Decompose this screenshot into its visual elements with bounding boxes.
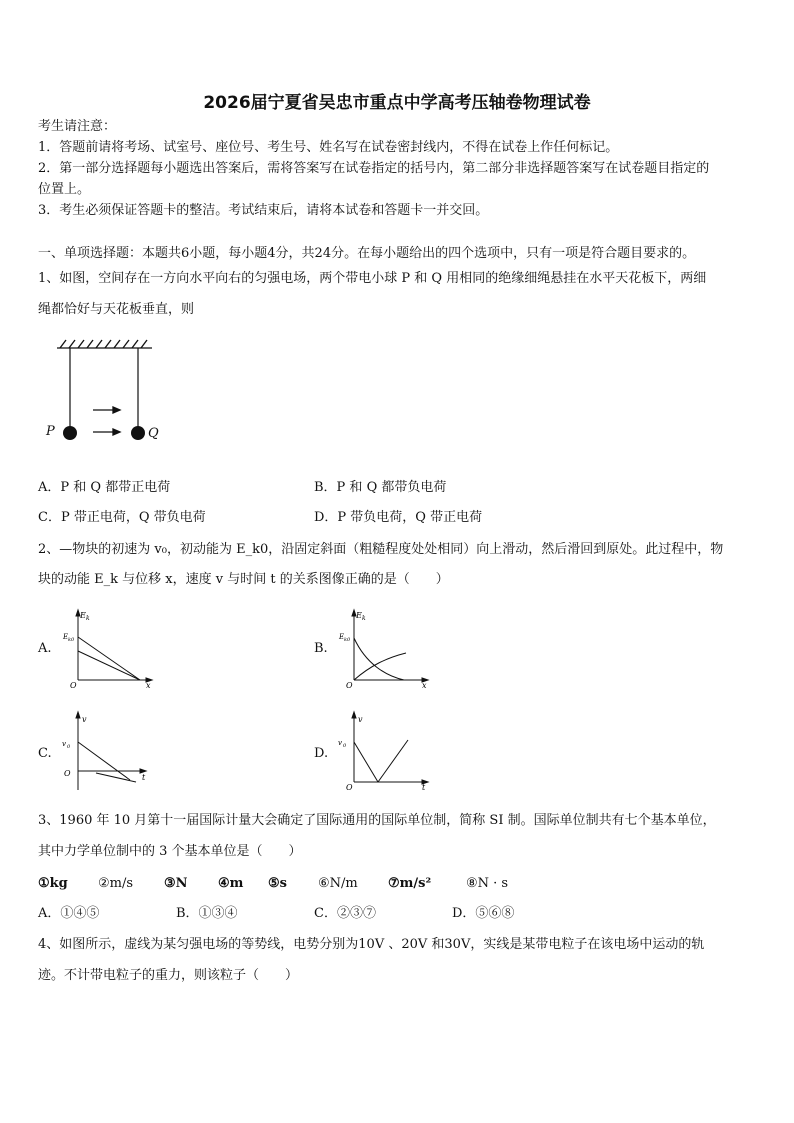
label-p: P xyxy=(46,424,55,439)
svg-text:k: k xyxy=(86,615,90,622)
q3-option-c: C．②③⑦ xyxy=(314,906,376,921)
q1-stem-line1: 1、如图，空间存在一方向水平向右的匀强电场，两个带电小球 P 和 Q 用相同的绝缘细绳悬挂在水平天花板下，两细 xyxy=(38,271,707,286)
q3-option-d: D．⑤⑥⑧ xyxy=(452,906,515,921)
svg-text:t: t xyxy=(142,773,146,782)
q2-option-d: D. xyxy=(314,746,329,761)
q3-option-a: A．①④⑤ xyxy=(38,906,100,921)
a-ek0-label: E xyxy=(63,633,69,641)
a-origin-label: O xyxy=(70,681,77,690)
q1-option-d: D．P 带负电荷，Q 带正电荷 xyxy=(314,510,483,525)
label-q: Q xyxy=(148,426,159,441)
notice-item-2-cont: 位置上。 xyxy=(38,182,91,197)
q3-unit-7: ⑦m/s² xyxy=(388,876,432,891)
q2-graph-c xyxy=(60,710,160,794)
page-title: 2026届宁夏省吴忠市重点中学高考压轴卷物理试卷 xyxy=(203,93,591,113)
svg-text:v: v xyxy=(358,715,363,724)
q3-unit-2: ②m/s xyxy=(98,876,134,891)
svg-text:x: x xyxy=(422,681,427,690)
q3-unit-3: ③N xyxy=(164,876,188,891)
q2-graph-b xyxy=(336,608,436,692)
q1-stem-line2: 绳都恰好与天花板垂直，则 xyxy=(38,302,195,317)
q4-stem-line1: 4、如图所示，虚线为某匀强电场的等势线，电势分别为10V 、20V 和30V，实线是某带电粒子在该电场中运动的轨 xyxy=(38,937,705,952)
q3-option-b: B．①③④ xyxy=(176,906,238,921)
notice-item-3: 3．考生必须保证答题卡的整洁。考试结束后，请将本试卷和答题卡一并交回。 xyxy=(38,203,489,218)
svg-text:v: v xyxy=(338,739,342,747)
svg-text:k0: k0 xyxy=(344,637,351,643)
q2-stem-line2: 块的动能 E_k 与位移 x，速度 v 与时间 t 的关系图像正确的是（ ） xyxy=(38,572,449,587)
ball-p xyxy=(63,426,77,440)
svg-text:O: O xyxy=(64,769,71,778)
q2-option-b: B. xyxy=(314,641,328,656)
svg-text:O: O xyxy=(346,681,353,690)
notice-heading: 考生请注意： xyxy=(38,119,117,134)
q3-unit-4: ④m xyxy=(218,876,244,891)
notice-item-2: 2．第一部分选择题每小题选出答案后，需将答案写在试卷指定的括号内，第二部分非选择题答案写在试卷题目指定的 xyxy=(38,161,710,176)
svg-text:0: 0 xyxy=(343,743,347,749)
q2-option-a: A. xyxy=(38,641,52,656)
q4-stem-line2: 迹。不计带电粒子的重力，则该粒子（ ） xyxy=(38,968,299,983)
q1-option-b: B．P 和 Q 都带负电荷 xyxy=(314,480,447,495)
svg-text:v: v xyxy=(62,740,66,748)
ball-q xyxy=(131,426,145,440)
ceiling xyxy=(57,340,152,348)
section-heading: 一、单项选择题：本题共6小题，每小题4分，共24分。在每小题给出的四个选项中，只有一项是符合题目要求的。 xyxy=(38,246,696,261)
q2-graph-d xyxy=(336,710,436,794)
q3-unit-6: ⑥N/m xyxy=(318,876,358,891)
q3-unit-8: ⑧N · s xyxy=(466,876,509,891)
notice-item-1: 1．答题前请将考场、试室号、座位号、考生号、姓名写在试卷密封线内，不得在试卷上作任何标记。 xyxy=(38,140,619,155)
q2-stem-line1: 2、—物块的初速为 v₀，初动能为 E_k0，沿固定斜面（粗糙程度处处相同）向上滑动，然后滑回到原处。此过程中，物 xyxy=(38,542,724,557)
q3-stem-line1: 3、1960 年 10 月第十一届国际计量大会确定了国际通用的国际单位制，简称 SI 制。国际单位制共有七个基本单位， xyxy=(38,813,716,828)
q1-option-c: C．P 带正电荷，Q 带负电荷 xyxy=(38,510,206,525)
svg-text:0: 0 xyxy=(67,744,71,750)
field-arrows xyxy=(93,407,120,448)
a-x-label: x xyxy=(146,681,151,690)
q3-unit-1: ①kg xyxy=(38,876,68,891)
q2-option-c: C. xyxy=(38,746,52,761)
svg-text:O: O xyxy=(346,783,353,792)
svg-text:E: E xyxy=(339,633,345,641)
q2-graph-a xyxy=(60,608,160,692)
q3-unit-5: ⑤s xyxy=(268,876,287,891)
svg-text:E: E xyxy=(356,611,362,620)
a-ek-label: E xyxy=(80,611,86,620)
svg-text:v: v xyxy=(82,715,87,724)
svg-text:t: t xyxy=(422,783,426,792)
svg-text:k0: k0 xyxy=(68,637,75,643)
q1-option-a: A．P 和 Q 都带正电荷 xyxy=(38,480,171,495)
svg-text:k: k xyxy=(362,615,366,622)
q3-stem-line2: 其中力学单位制中的 3 个基本单位是（ ） xyxy=(38,844,302,859)
